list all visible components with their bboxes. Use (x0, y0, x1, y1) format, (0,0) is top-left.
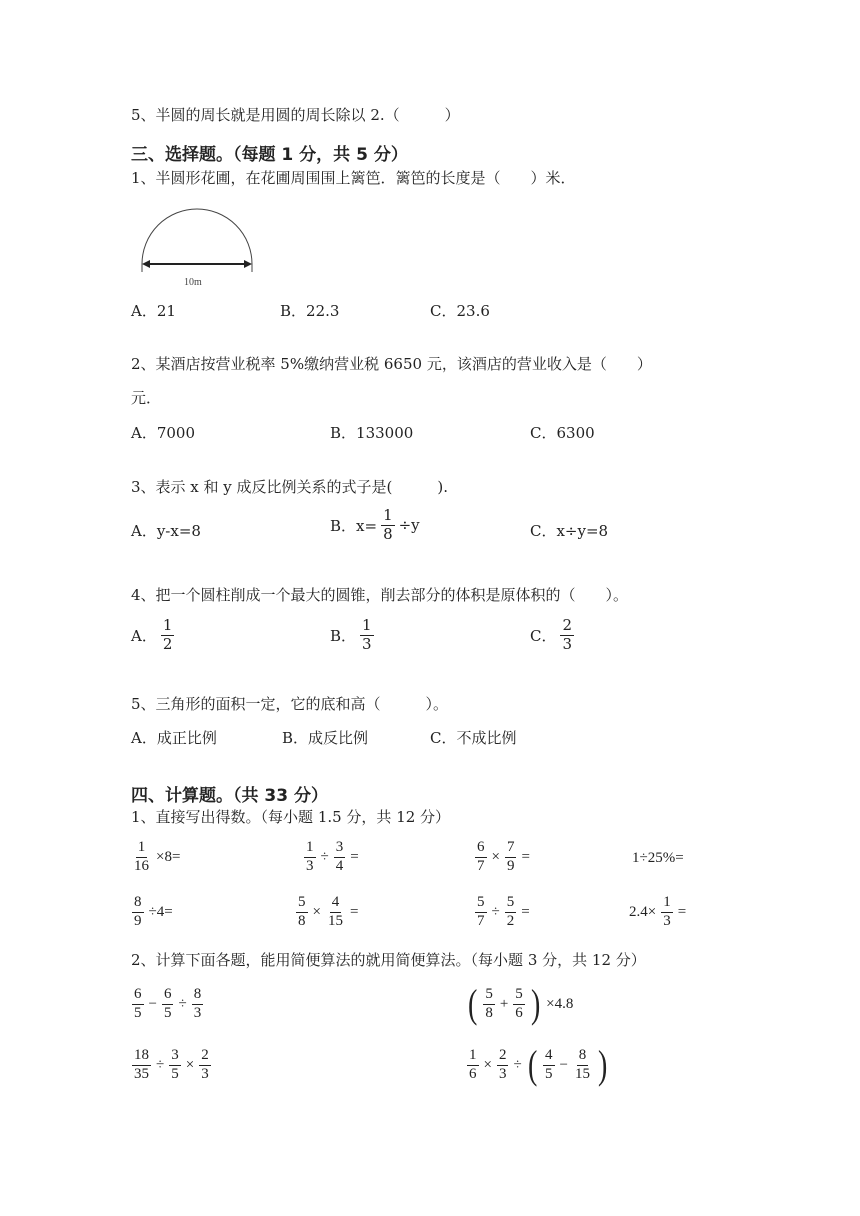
fraction-6-5: $\frac{6}{5}$ (134, 986, 142, 1021)
q3-option-b-prefix: B．x= (330, 516, 378, 535)
fraction-1-16: $\frac{1}{16}$ (134, 839, 149, 874)
q4-option-c[interactable] (530, 618, 575, 653)
fraction-1-8: $\frac{1}{8}$ (383, 506, 393, 543)
q4-option-b-letter: B． (330, 626, 357, 645)
q1-option-b[interactable]: B．22.3 (280, 302, 340, 320)
q2-option-a[interactable]: A．7000 (131, 424, 196, 442)
calc-item-4: 1÷25%= (632, 850, 684, 866)
section-heading-choice: 三、选择题。（每题 1 分，共 5 分） (131, 145, 408, 165)
q4-option-a-letter: A． (131, 626, 157, 645)
fraction-1-3: $\frac{1}{3}$ (306, 839, 314, 874)
calc-item-6: $\frac{5}{8}$ × $\frac{4}{15}$ = (298, 894, 359, 929)
q2-option-c[interactable]: C．6300 (530, 424, 595, 442)
fraction-6-7: $\frac{6}{7}$ (477, 839, 485, 874)
q1-option-c[interactable]: C．23.6 (430, 302, 490, 320)
fraction-18-35: $\frac{18}{35}$ (134, 1047, 149, 1082)
q3-option-b-suffix: ÷y (398, 516, 420, 535)
fraction-7-9: $\frac{7}{9}$ (506, 839, 515, 874)
fraction-3-5: $\frac{3}{5}$ (171, 1047, 179, 1082)
figure-diameter-label: 10m (184, 277, 202, 288)
fraction-5-8: $\frac{5}{8}$ (298, 894, 306, 929)
q2-option-b[interactable]: B．133000 (330, 424, 414, 442)
choice-question-2-continued: 元． (131, 389, 162, 407)
q5-option-b[interactable]: B．成反比例 (282, 729, 369, 747)
q3-option-a[interactable]: A．y-x=8 (131, 522, 201, 540)
fraction-5-8: $\frac{5}{8}$ (485, 985, 493, 1021)
fraction-4-5: $\frac{4}{5}$ (545, 1046, 553, 1082)
calc-item-3: $\frac{6}{7}$ × $\frac{7}{9}$ = (477, 839, 530, 874)
calc-item-7: $\frac{5}{7}$ ÷ $\frac{5}{2}$ = (477, 894, 530, 929)
calc-item-1: $\frac{1}{16}$ ×8= (134, 839, 181, 874)
fraction-5-2: $\frac{5}{2}$ (506, 894, 515, 929)
fraction-1-3: $\frac{1}{3}$ (663, 894, 671, 929)
calc-item-5: $\frac{8}{9}$ ÷4= (134, 894, 173, 929)
fraction-2-3: $\frac{2}{3}$ (201, 1047, 209, 1082)
section-heading-calculation: 四、计算题。（共 33 分） (131, 786, 328, 806)
choice-question-3: 3、表示 x 和 y 成反比例关系的式子是( ). (131, 478, 449, 496)
choice-question-1: 1、半圆形花圃，在花圃周围围上篱笆．篱笆的长度是（ ）米． (131, 169, 576, 187)
fraction-1-2: $\frac{1}{2}$ (162, 616, 173, 653)
choice-question-5: 5、三角形的面积一定，它的底和高（ ）。 (131, 695, 449, 713)
fraction-5-7: $\frac{5}{7}$ (477, 894, 485, 929)
calc-problem-4: $\frac{1}{6}$ × $\frac{2}{3}$ ÷ ( $\frac{4}{5}$ − $\frac{8}{15}$ ) (469, 1042, 608, 1087)
choice-question-2: 2、某酒店按营业税率 5%缴纳营业税 6650 元，该酒店的营业收入是（ ） (131, 355, 652, 373)
q3-option-c[interactable]: C．x÷y=8 (530, 522, 609, 540)
fraction-8-3: $\frac{8}{3}$ (193, 986, 202, 1021)
q5-option-c[interactable]: C．不成比例 (430, 729, 517, 747)
q4-option-c-letter: C． (530, 626, 557, 645)
fraction-8-15: $\frac{8}{15}$ (575, 1046, 590, 1082)
fraction-2-3: $\frac{2}{3}$ (498, 1046, 507, 1082)
fraction-8-9: $\frac{8}{9}$ (134, 894, 142, 929)
calc-item-2: $\frac{1}{3}$ ÷ $\frac{3}{4}$ = (306, 839, 359, 874)
calc-problem-2: ( $\frac{5}{8}$ + $\frac{5}{6}$ ) ×4.8 (467, 981, 574, 1026)
calc-problem-3: $\frac{18}{35}$ ÷ $\frac{3}{5}$ × $\frac{2}{3}$ (134, 1047, 209, 1082)
semicircle-figure (134, 202, 262, 292)
q4-option-b[interactable] (330, 618, 375, 653)
calc-instruction-2: 2、计算下面各题，能用简便算法的就用简便算法。（每小题 3 分，共 12 分） (131, 951, 646, 969)
true-false-item-5: 5、半圆的周长就是用圆的周长除以 2.（ ） (131, 106, 460, 124)
q1-option-a[interactable]: A．21 (131, 302, 176, 320)
q4-option-a[interactable] (131, 618, 175, 653)
fraction-6-5: $\frac{6}{5}$ (163, 986, 172, 1021)
fraction-3-4: $\frac{3}{4}$ (335, 839, 344, 874)
q3-option-b[interactable] (330, 508, 420, 543)
choice-question-4: 4、把一个圆柱削成一个最大的圆锥，削去部分的体积是原体积的（ ）。 (131, 586, 629, 604)
q5-option-a[interactable]: A．成正比例 (131, 729, 217, 747)
fraction-1-3: $\frac{1}{3}$ (362, 616, 372, 653)
calc-item-8: 2.4× $\frac{1}{3}$ = (629, 894, 687, 929)
fraction-2-3: $\frac{2}{3}$ (562, 616, 573, 653)
fraction-5-6: $\frac{5}{6}$ (515, 985, 523, 1021)
fraction-4-15: $\frac{4}{15}$ (327, 894, 343, 929)
calc-problem-1: $\frac{6}{5}$ − $\frac{6}{5}$ ÷ $\frac{8}{3}$ (134, 986, 202, 1021)
calc-instruction-1: 1、直接写出得数。（每小题 1.5 分，共 12 分） (131, 808, 451, 826)
fraction-1-6: $\frac{1}{6}$ (469, 1046, 477, 1082)
